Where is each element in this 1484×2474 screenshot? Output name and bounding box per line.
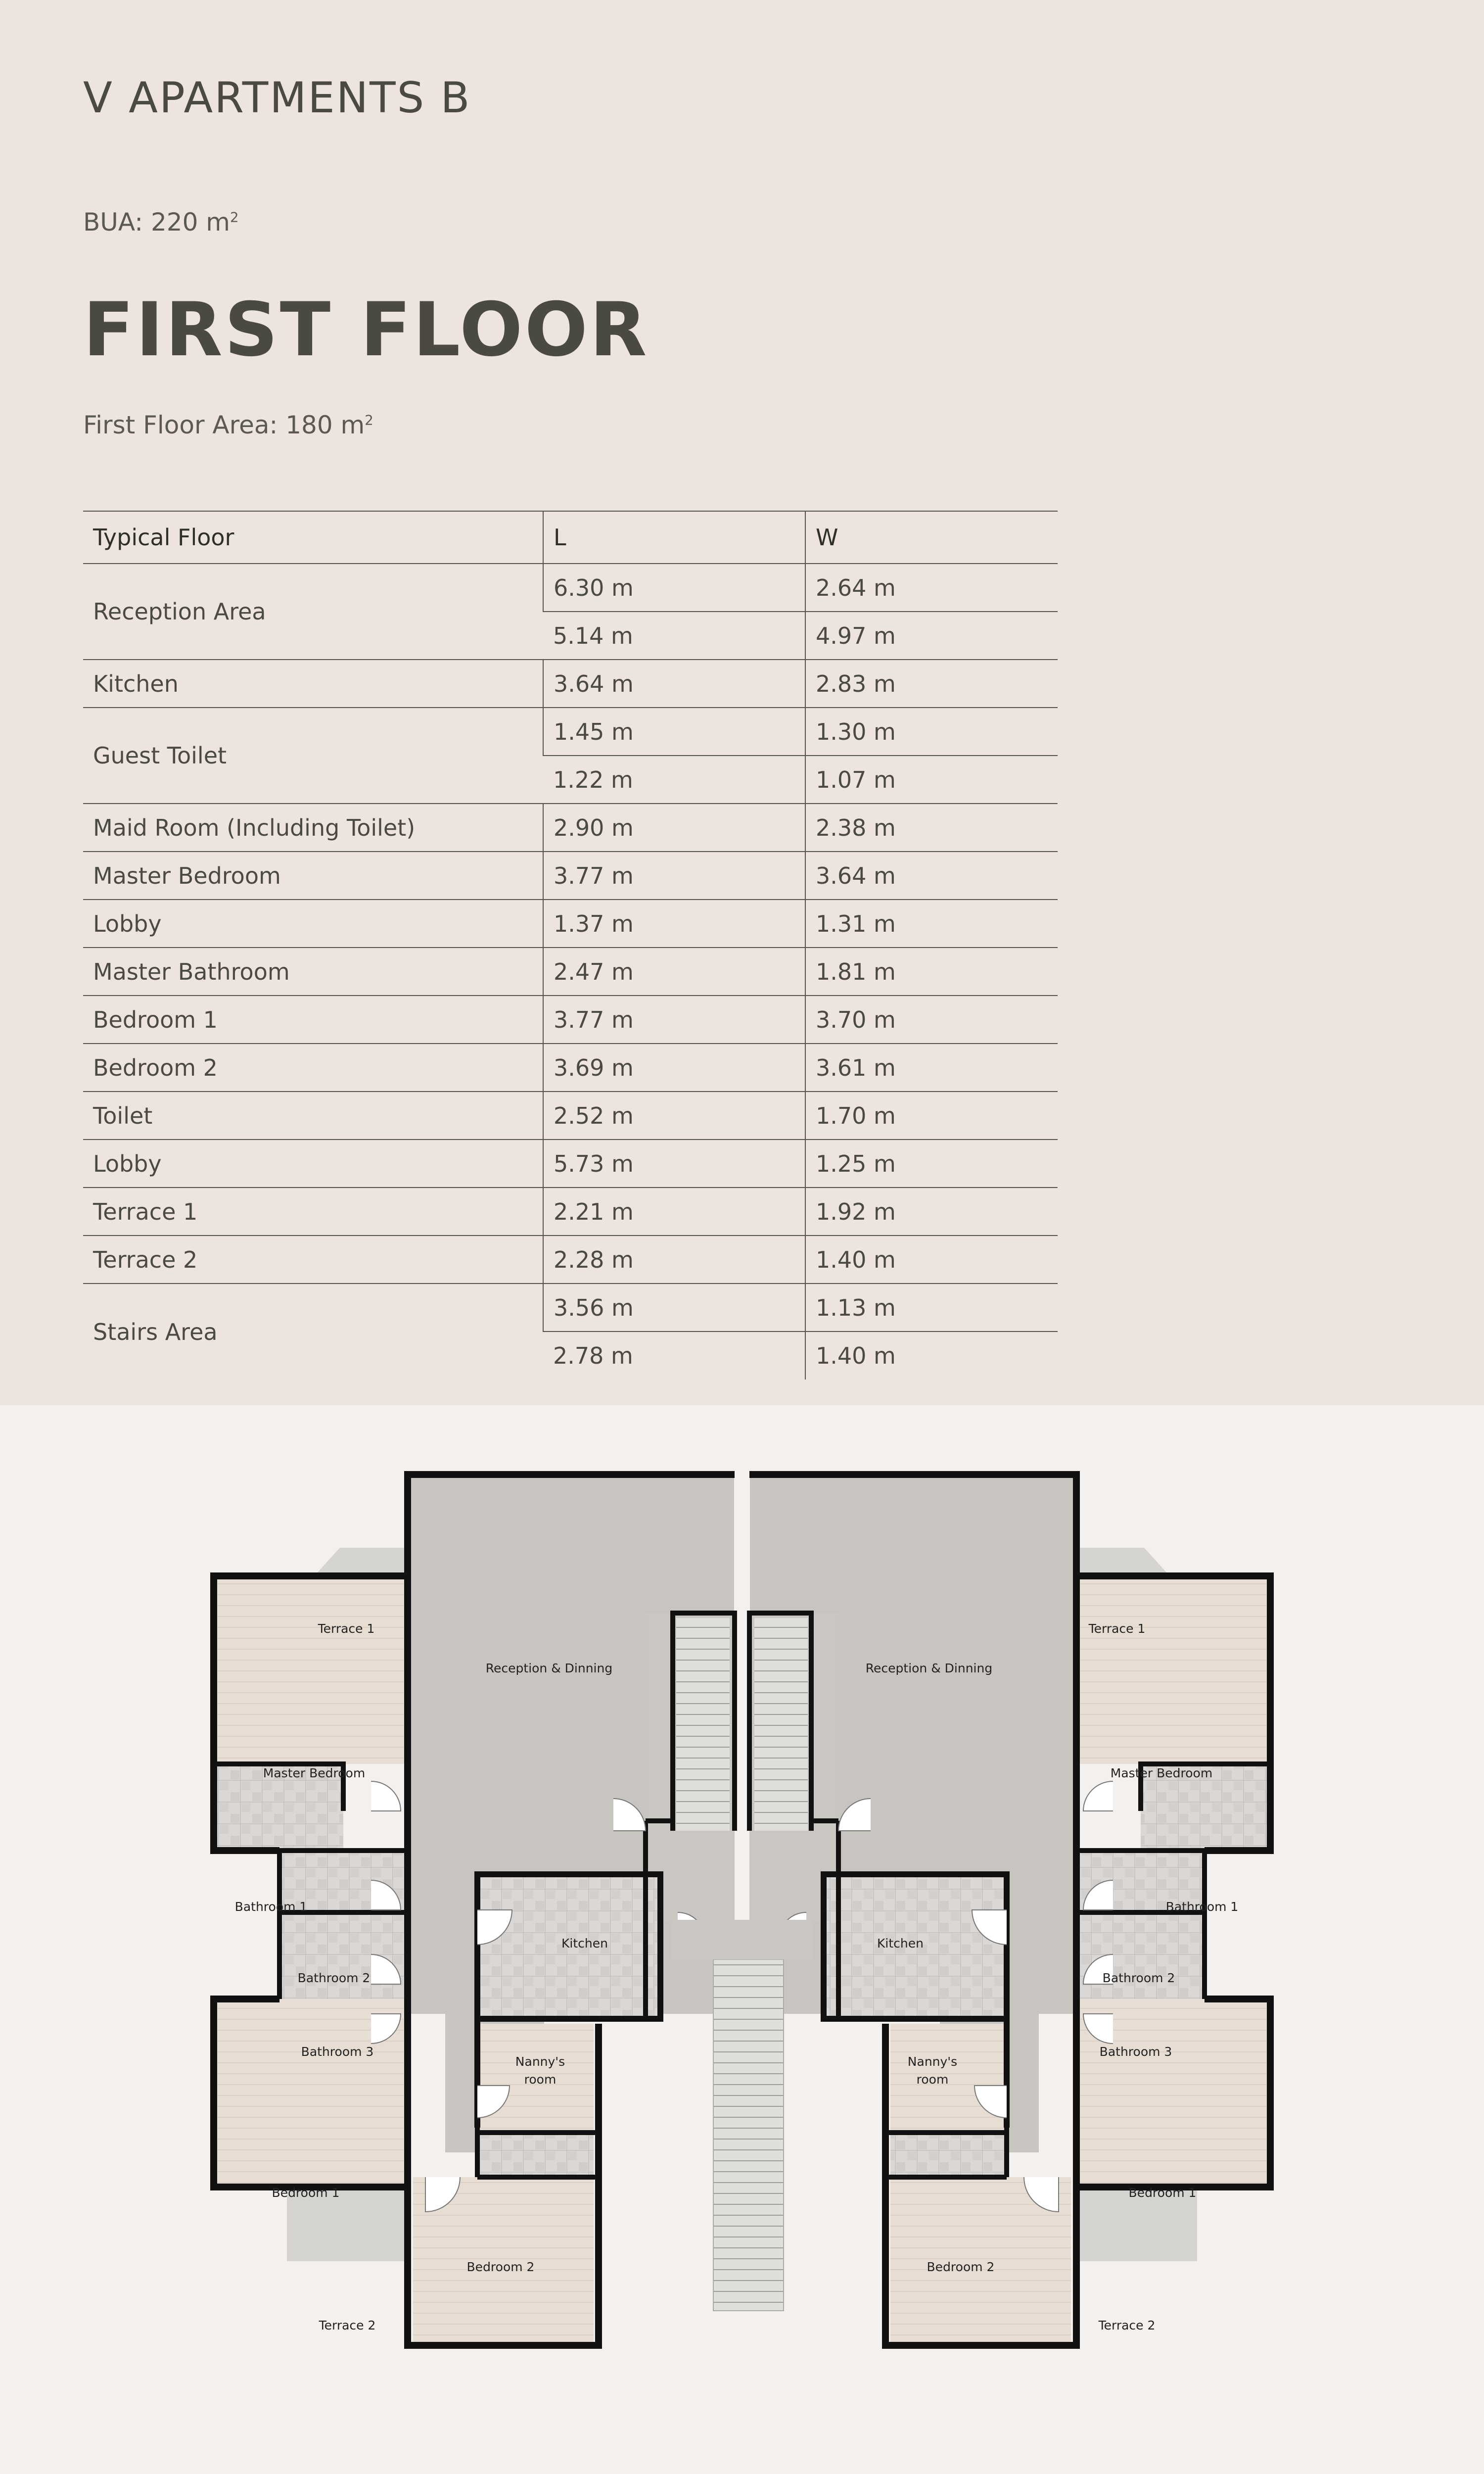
label-reception: Reception & Dinning: [485, 1661, 613, 1675]
label-terrace-2: Terrace 2: [319, 2318, 376, 2332]
floor-plan: [208, 1465, 1276, 2370]
dimension-l-cell: 2.21 m: [543, 1188, 805, 1236]
door: [371, 1781, 401, 1811]
dimensions-table: [83, 511, 1058, 1380]
dimension-w-cell: 2.38 m: [805, 804, 1058, 852]
dimension-l-cell: 6.30 m: [543, 564, 805, 612]
room-name-cell: Maid Room (Including Toilet): [83, 804, 543, 852]
floor-area-label: First Floor Area: 180 $m^2$: [83, 411, 373, 439]
dimension-l-cell: 5.73 m: [543, 1140, 805, 1188]
table-row: [83, 1092, 1058, 1140]
room-name-cell: Lobby: [83, 900, 543, 948]
room-name-cell: Master Bedroom: [83, 852, 543, 900]
label-bathroom-1: Bathroom 1: [1165, 1900, 1239, 1914]
dimension-l-cell: 1.45 m: [543, 708, 805, 756]
label-terrace-2: Terrace 2: [1098, 2318, 1156, 2332]
table-row: [83, 1044, 1058, 1092]
dimension-w-cell: 3.61 m: [805, 1044, 1058, 1092]
table-row: [83, 708, 1058, 756]
label-terrace-1: Terrace 1: [318, 1621, 375, 1636]
label-reception: Reception & Dinning: [865, 1661, 993, 1675]
table-row: [83, 1236, 1058, 1284]
dimension-w-cell: 2.83 m: [805, 660, 1058, 708]
dimension-w-cell: 1.25 m: [805, 1140, 1058, 1188]
master-bedroom-floor: [214, 1576, 408, 1764]
bathroom-3-floor: [279, 1912, 408, 1999]
room-name-cell: Bedroom 1: [83, 996, 543, 1044]
label-terrace-1: Terrace 1: [1088, 1621, 1146, 1636]
nanny-bath-floor: [477, 2135, 594, 2177]
dimension-l-cell: 1.37 m: [543, 900, 805, 948]
dimension-l-cell: 3.64 m: [543, 660, 805, 708]
label-master-bedroom: Master Bedroom: [1110, 1766, 1213, 1780]
room-name-cell: Bedroom 2: [83, 1044, 543, 1092]
apartment-title: V APARTMENTS B: [83, 73, 471, 123]
label-nanny-2: room: [916, 2072, 949, 2087]
table-row: [83, 804, 1058, 852]
label-nanny-1: Nanny's: [515, 2054, 565, 2069]
dimension-w-cell: 1.92 m: [805, 1188, 1058, 1236]
dimension-w-cell: 1.31 m: [805, 900, 1058, 948]
table-header-cell: L: [543, 511, 805, 564]
floor-title: FIRST FLOOR: [83, 287, 649, 373]
label-bathroom-2: Bathroom 2: [297, 1971, 371, 1985]
label-bathroom-3: Bathroom 3: [301, 2045, 374, 2059]
label-bathroom-2: Bathroom 2: [1102, 1971, 1175, 1985]
landing: [670, 1920, 814, 1959]
table-row: [83, 1188, 1058, 1236]
dimension-l-cell: 1.22 m: [543, 756, 805, 804]
table-row: [83, 564, 1058, 612]
dimension-l-cell: 3.77 m: [543, 996, 805, 1044]
room-name-cell: Terrace 2: [83, 1236, 543, 1284]
table-row: [83, 1284, 1058, 1332]
table-row: [83, 660, 1058, 708]
stairs: [676, 1618, 730, 1831]
room-name-cell: Kitchen: [83, 660, 543, 708]
room-name-cell: Lobby: [83, 1140, 543, 1188]
dimension-l-cell: 2.52 m: [543, 1092, 805, 1140]
dimension-l-cell: 2.28 m: [543, 1236, 805, 1284]
room-name-cell: Reception Area: [83, 564, 543, 660]
table-row: [83, 1140, 1058, 1188]
room-name-cell: Terrace 1: [83, 1188, 543, 1236]
room-name-cell: Guest Toilet: [83, 708, 543, 804]
table-row: [83, 900, 1058, 948]
label-nanny-1: Nanny's: [907, 2054, 958, 2069]
room-name-cell: Master Bathroom: [83, 948, 543, 996]
dimension-w-cell: 1.13 m: [805, 1284, 1058, 1332]
dimension-w-cell: 3.64 m: [805, 852, 1058, 900]
table-header-cell: Typical Floor: [83, 511, 543, 564]
label-bedroom-1: Bedroom 1: [1128, 2186, 1197, 2200]
room-name-cell: Stairs Area: [83, 1284, 543, 1380]
room-name-cell: Toilet: [83, 1092, 543, 1140]
dimension-w-cell: 1.40 m: [805, 1332, 1058, 1380]
label-bathroom-3: Bathroom 3: [1099, 2045, 1172, 2059]
dimension-w-cell: 1.40 m: [805, 1236, 1058, 1284]
dimension-w-cell: 1.81 m: [805, 948, 1058, 996]
label-nanny-2: room: [524, 2072, 556, 2087]
label-bedroom-1: Bedroom 1: [272, 2186, 340, 2200]
dimension-w-cell: 1.07 m: [805, 756, 1058, 804]
bua-label: BUA: 220 $m^2$: [83, 208, 239, 237]
dimension-l-cell: 3.56 m: [543, 1284, 805, 1332]
dimension-l-cell: 3.77 m: [543, 852, 805, 900]
dimension-l-cell: 3.69 m: [543, 1044, 805, 1092]
label-master-bedroom: Master Bedroom: [263, 1766, 366, 1780]
dimension-l-cell: 2.47 m: [543, 948, 805, 996]
table-row: [83, 948, 1058, 996]
label-bedroom-2: Bedroom 2: [927, 2260, 995, 2274]
dimension-w-cell: 2.64 m: [805, 564, 1058, 612]
dimension-w-cell: 4.97 m: [805, 612, 1058, 660]
dimension-w-cell: 3.70 m: [805, 996, 1058, 1044]
dimension-l-cell: 5.14 m: [543, 612, 805, 660]
table-row: [83, 852, 1058, 900]
table-row: [83, 996, 1058, 1044]
dimension-w-cell: 1.70 m: [805, 1092, 1058, 1140]
dimension-w-cell: 1.30 m: [805, 708, 1058, 756]
table-header-row: [83, 511, 1058, 564]
terrace-1-floor: [317, 1548, 408, 1576]
table-header-cell: W: [805, 511, 1058, 564]
dimension-l-cell: 2.78 m: [543, 1332, 805, 1380]
label-bedroom-2: Bedroom 2: [466, 2260, 535, 2274]
label-bathroom-1: Bathroom 1: [234, 1900, 308, 1914]
dimension-l-cell: 2.90 m: [543, 804, 805, 852]
label-kitchen: Kitchen: [877, 1936, 924, 1951]
entrance-stairs: [713, 1959, 784, 2311]
label-kitchen: Kitchen: [561, 1936, 608, 1951]
